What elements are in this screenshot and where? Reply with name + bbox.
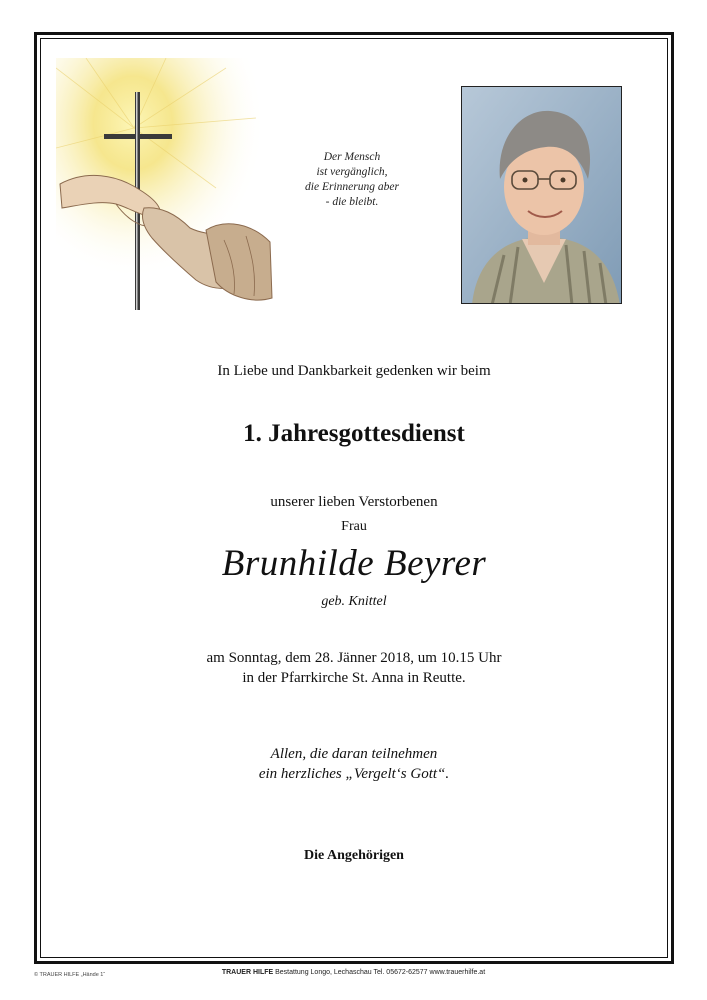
service-date-time: am Sonntag, dem 28. Jänner 2018, um 10.15 Uhr xyxy=(206,650,502,666)
cross-hands-artwork xyxy=(56,58,276,318)
quote-line: Der Mensch xyxy=(323,151,381,163)
service-location: in der Pfarrkirche St. Anna in Reutte. xyxy=(242,670,466,686)
thanks-line-1: Allen, die daran teilnehmen xyxy=(270,746,438,762)
salutation: Frau xyxy=(341,519,367,534)
signature: Die Angehörigen xyxy=(304,848,404,863)
thanks-line-2: ein herzliches „Vergelt‘s Gott“. xyxy=(258,766,450,782)
service-title: 1. Jahresgottesdienst xyxy=(243,420,465,447)
maiden-name: geb. Knittel xyxy=(321,594,387,609)
footer-brand: TRAUER HILFE xyxy=(221,969,274,976)
memorial-quote xyxy=(292,150,412,210)
footer-copyright: © TRAUER HILFE „Hände 1“ xyxy=(34,972,106,978)
footer-imprint xyxy=(0,969,707,976)
portrait-photo xyxy=(461,86,622,304)
deceased-intro-line: unserer lieben Verstorbenen xyxy=(270,494,438,510)
quote-line: die Erinnerung aber xyxy=(305,181,399,193)
deceased-name: Brunhilde Beyrer xyxy=(221,543,487,584)
quote-line: ist vergänglich, xyxy=(316,166,388,178)
footer-details: Bestattung Longo, Lechaschau Tel. 05672-62577 www.trauerhilfe.at xyxy=(275,969,486,976)
quote-line: - die bleibt. xyxy=(325,196,379,208)
intro-line: In Liebe und Dankbarkeit gedenken wir beim xyxy=(217,363,491,379)
